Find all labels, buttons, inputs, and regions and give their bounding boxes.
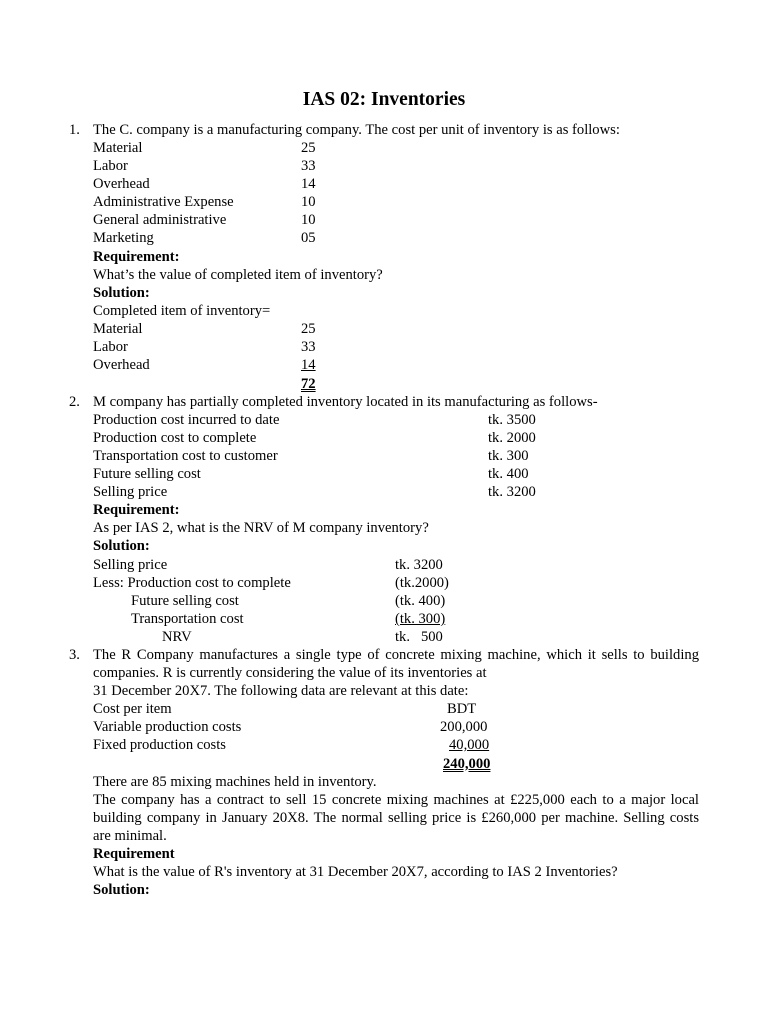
q2-solution-heading: Solution: (93, 538, 150, 554)
q3-total: 240,000 (443, 756, 491, 772)
q3-requirement-text: What is the value of R's inventory at 31 December 20X7, according to IAS 2 Inventories? (93, 864, 618, 880)
question-2-text: M company has partially completed inventory located in its manufacturing as follows- (93, 394, 598, 410)
q1-solution-heading: Solution: (93, 285, 150, 301)
q1-solution-label: Material (93, 321, 143, 337)
q2-solution-value: tk. 500 (395, 629, 443, 645)
q2-solution-label: Transportation cost (131, 611, 244, 627)
q1-solution-intro: Completed item of inventory= (93, 303, 271, 319)
q3-requirement-heading: Requirement (93, 846, 175, 862)
q2-item-label: Production cost to complete (93, 430, 257, 446)
q2-item-value: tk. 2000 (488, 430, 536, 446)
q2-requirement-text: As per IAS 2, what is the NRV of M company inventory? (93, 520, 429, 536)
q2-item-value: tk. 3200 (488, 484, 536, 500)
q1-solution-label: Overhead (93, 357, 150, 373)
q1-total: 72 (301, 376, 316, 392)
q1-cost-value: 14 (301, 176, 316, 192)
q1-requirement-text: What’s the value of completed item of inventory? (93, 267, 383, 283)
q2-solution-label: Less: Production cost to complete (93, 575, 291, 591)
q2-item-label: Future selling cost (93, 466, 201, 482)
q2-item-value: tk. 3500 (488, 412, 536, 428)
question-2-number: 2. (69, 394, 80, 410)
question-3-text-date: 31 December 20X7. The following data are relevant at this date: (93, 683, 469, 699)
q1-cost-value: 05 (301, 230, 316, 246)
q3-row-value: 200,000 (440, 719, 488, 735)
q1-cost-label: Marketing (93, 230, 154, 246)
q3-paragraph: There are 85 mixing machines held in inventory. (93, 774, 377, 790)
q1-solution-label: Labor (93, 339, 128, 355)
q2-item-value: tk. 400 (488, 466, 529, 482)
q1-solution-value: 14 (301, 357, 316, 373)
q1-cost-value: 25 (301, 140, 316, 156)
q2-solution-value: tk. 3200 (395, 557, 443, 573)
question-1-number: 1. (69, 122, 80, 138)
q3-solution-heading: Solution: (93, 882, 150, 898)
q1-solution-value: 25 (301, 321, 316, 337)
q1-cost-value: 10 (301, 194, 316, 210)
q2-solution-value: (tk.2000) (395, 575, 449, 591)
q3-row-value: 40,000 (449, 737, 490, 753)
page-title: IAS 02: Inventories (302, 89, 466, 110)
q2-solution-value: (tk. 400) (395, 593, 446, 609)
q2-solution-value: (tk. 300) (395, 611, 446, 627)
q1-cost-value: 33 (301, 158, 316, 174)
question-3-number: 3. (69, 647, 80, 663)
question-1-text: The C. company is a manufacturing company. The cost per unit of inventory is as follows: (93, 122, 620, 138)
q1-cost-label: General administrative (93, 212, 227, 228)
q1-cost-label: Labor (93, 158, 128, 174)
q3-row-label: Variable production costs (93, 719, 242, 735)
q1-requirement-heading: Requirement: (93, 249, 180, 265)
q2-item-label: Production cost incurred to date (93, 412, 280, 428)
q2-requirement-heading: Requirement: (93, 502, 180, 518)
q1-cost-value: 10 (301, 212, 316, 228)
q2-solution-label: NRV (162, 629, 192, 645)
q2-solution-label: Future selling cost (131, 593, 239, 609)
q3-row-label: Fixed production costs (93, 737, 226, 753)
q1-cost-label: Administrative Expense (93, 194, 234, 210)
q3-paragraph: The company has a contract to sell 15 concrete mixing machines at £225,000 each to a major local building company in January 20X8. The normal selling price is £260,000 per machine. Selling costs are minimal. (93, 792, 699, 844)
q3-table-header-value: BDT (447, 701, 477, 717)
q2-item-label: Transportation cost to customer (93, 448, 278, 464)
q2-solution-label: Selling price (93, 557, 168, 573)
q1-solution-value: 33 (301, 339, 316, 355)
q1-cost-label: Overhead (93, 176, 150, 192)
q1-cost-label: Material (93, 140, 143, 156)
q2-item-value: tk. 300 (488, 448, 529, 464)
q2-item-label: Selling price (93, 484, 168, 500)
question-3-text: The R Company manufactures a single type of concrete mixing machine, which it sells to building companies. R is currently considering the value of its inventories at (93, 647, 699, 681)
q3-table-header-label: Cost per item (93, 701, 172, 717)
